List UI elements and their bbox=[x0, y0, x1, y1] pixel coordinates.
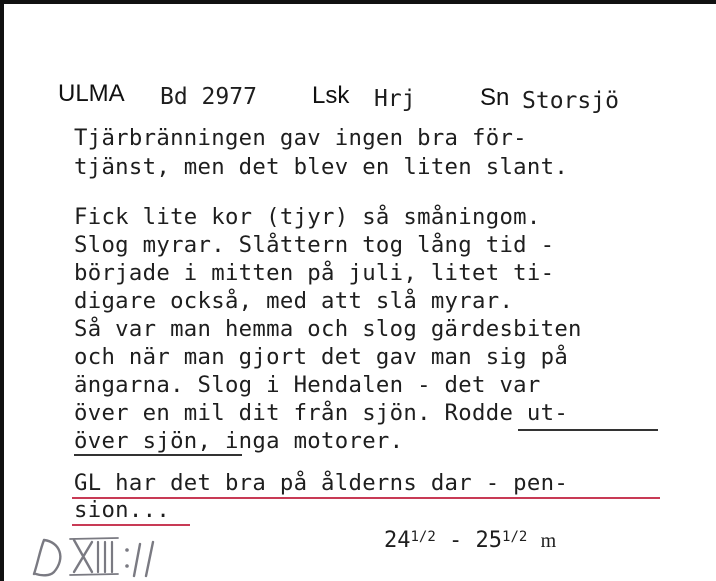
text-line: och när man gjort det gav man sig på bbox=[74, 344, 569, 370]
range-end: 25 bbox=[475, 528, 503, 553]
range-start: 24 bbox=[384, 528, 411, 553]
text-line: över sjön, inga motorer. bbox=[74, 428, 404, 454]
text-line: Så var man hemma och slog gärdesbiten bbox=[74, 316, 582, 342]
text-line: Fick lite kor (tjyr) så småningom. bbox=[74, 204, 541, 230]
handwritten-signature bbox=[30, 534, 160, 580]
archive-name: ULMA bbox=[58, 80, 125, 107]
ink-underline bbox=[74, 454, 242, 456]
text-line: började i mitten på juli, litet ti- bbox=[74, 260, 555, 286]
measurement-range bbox=[384, 528, 556, 553]
range-dash: - bbox=[449, 528, 463, 553]
card-border-left bbox=[0, 0, 4, 581]
sn-value: Storsjö bbox=[522, 88, 619, 114]
ink-underline bbox=[518, 429, 658, 431]
volume-number: Bd 2977 bbox=[160, 84, 257, 110]
sn-label: Sn bbox=[480, 84, 510, 111]
red-underline bbox=[72, 524, 190, 526]
text-line: sion... bbox=[74, 497, 171, 523]
text-line: över en mil dit från sjön. Rodde ut- bbox=[74, 400, 569, 426]
lsk-label: Lsk bbox=[312, 82, 350, 109]
range-start-fraction: 1/2 bbox=[410, 529, 436, 545]
range-unit: m bbox=[540, 530, 557, 552]
range-end-fraction: 1/2 bbox=[502, 529, 528, 545]
text-line: tjänst, men det blev en liten slant. bbox=[74, 154, 569, 180]
text-line: Slog myrar. Slåttern tog lång tid - bbox=[74, 232, 555, 258]
text-line: ängarna. Slog i Hendalen - det var bbox=[74, 372, 541, 398]
text-line: GL har det bra på ålderns dar - pen- bbox=[74, 470, 569, 496]
text-line: Tjärbränningen gav ingen bra för- bbox=[74, 125, 527, 151]
lsk-value: Hrj bbox=[374, 86, 416, 112]
text-line: digare också, med att slå myrar. bbox=[74, 288, 514, 314]
card-border-top bbox=[0, 0, 716, 4]
